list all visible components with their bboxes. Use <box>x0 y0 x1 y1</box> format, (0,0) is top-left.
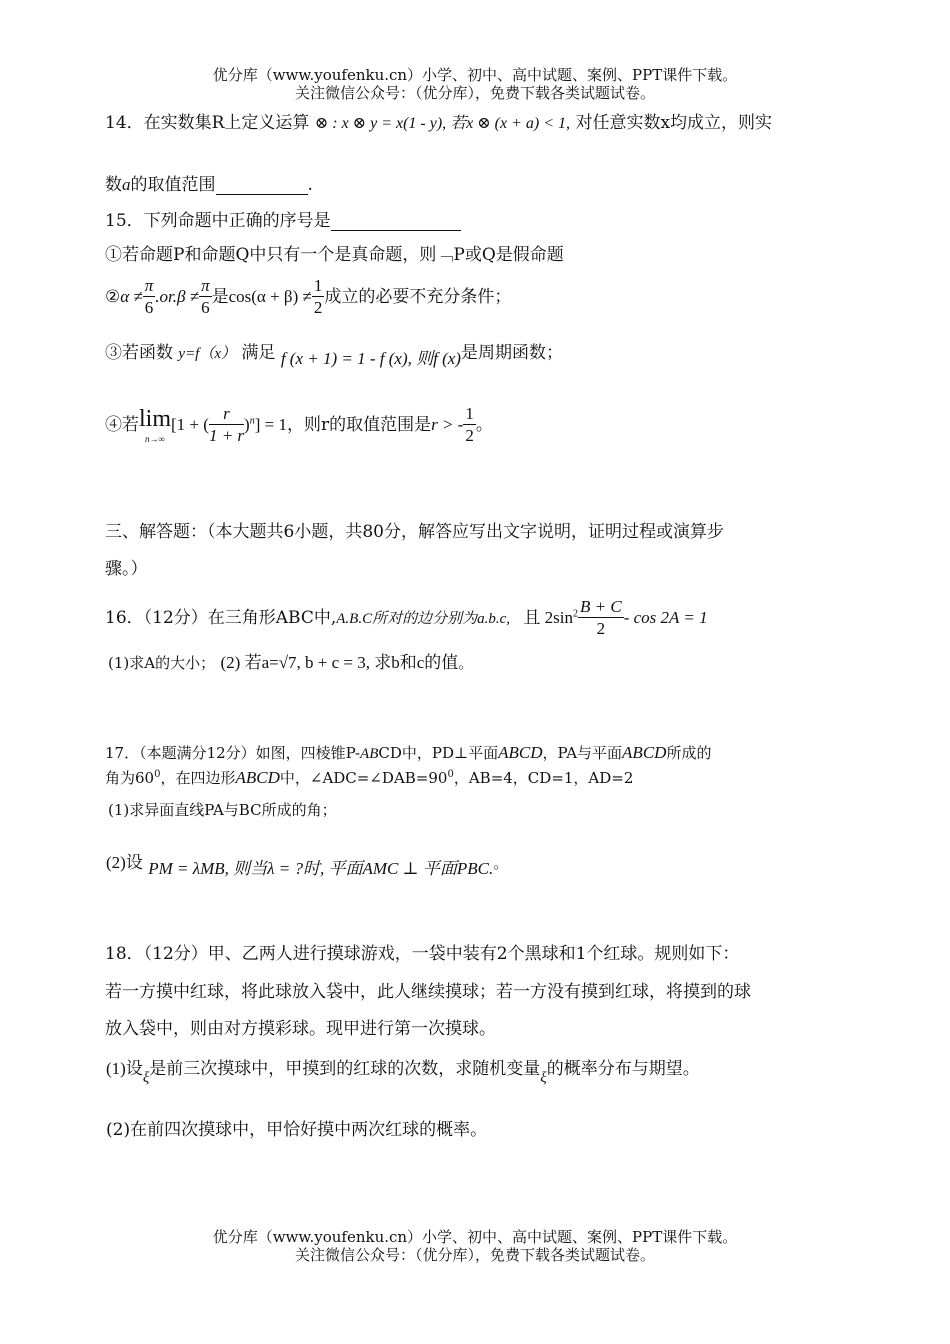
q17-line-2 <box>105 767 633 788</box>
half-fraction <box>463 404 476 447</box>
frac-numerator: 1 <box>313 276 323 295</box>
lim-subscript: n→∞ <box>145 434 165 444</box>
q17-text-6: ，在四边形 <box>160 769 236 787</box>
r-inequality: r > - <box>431 415 464 434</box>
q18-line-2: 若一方摸中红球，将此球放入袋中，此人继续摸球；若一方没有摸到红球，将摸到的球 <box>105 982 751 1002</box>
q17-part-2-formula: PM = λMB, 则当λ = ?时, 平面AMC ⊥ 平面PBC. <box>148 859 494 878</box>
q16-sides: A.B.C所对的边分别为a.b.c, <box>336 611 511 627</box>
exponent-n: n <box>249 415 255 427</box>
pi-over-6-fraction <box>143 276 156 319</box>
q17-part-2-label: (2)设 <box>106 853 143 872</box>
alpha-neq: α ≠ <box>120 287 143 306</box>
limit-symbol <box>139 407 171 444</box>
q17-text-8: ，AB=4，CD=1，AD=2 <box>453 769 634 787</box>
q17-text-1: 17．（本题满分12分）如图，四棱锥P- <box>105 744 361 762</box>
square-exponent: 2 <box>573 608 579 620</box>
q16-part-2-end: 。 <box>458 654 474 672</box>
q18-line-1: 18．（12分）甲、乙两人进行摸球游戏，一袋中装有2个黑球和1个红球。规则如下： <box>105 944 740 964</box>
q15-item-1: ①若命题P和命题Q中只有一个是真命题，则﹁P或Q是假命题 <box>105 245 564 265</box>
q16-part-2: (2) 若a=√7, b + c = 3, 求b和c的值 <box>220 653 459 672</box>
q15-item-4-end: 。 <box>475 415 493 435</box>
q16-part-1: (1)求A的大小； <box>108 654 216 672</box>
q17-part-2-end: 。 <box>493 854 509 872</box>
quad-abcd: ABCD <box>235 768 280 787</box>
q17-part-2 <box>106 848 509 878</box>
q16-parts <box>108 648 473 673</box>
q15-item-3 <box>105 338 563 368</box>
frac-denominator: 2 <box>465 426 474 445</box>
limit-equals: ] = 1 <box>254 415 287 434</box>
q15-item-2 <box>105 276 511 319</box>
q16-title-text: 16．（12分）在三角形ABC中, <box>105 608 337 628</box>
function-notation: y=f（x） <box>178 346 237 362</box>
cos-condition: 是cos(α + β) ≠ <box>211 287 312 306</box>
q15-item-2-num: ② <box>105 287 121 307</box>
frac-numerator: π <box>201 276 210 295</box>
q14-var-a: a <box>122 175 131 194</box>
q14-line-2 <box>105 170 313 195</box>
q15-item-4-text: ④若 <box>105 415 139 435</box>
q17-text-7: 中，∠ADC=∠DAB=90 <box>279 769 448 787</box>
q14-period: . <box>307 175 313 195</box>
degree-mark-2: 0 <box>447 769 454 780</box>
frac-denominator: 1 + r <box>208 426 245 445</box>
plane-abcd: ABCD <box>498 743 543 762</box>
q15-title-text: 15．下列命题中正确的序号是 <box>105 211 331 231</box>
q16-title <box>105 597 708 640</box>
frac-numerator: π <box>144 276 154 295</box>
frac-numerator: r <box>209 404 244 425</box>
frac-denominator: 2 <box>596 619 606 638</box>
q17-ab: AB <box>360 746 379 762</box>
q18-part-1 <box>106 1054 700 1086</box>
pi-over-6-fraction-2 <box>199 276 212 319</box>
section-3-heading: 三、解答题：（本大题共6小题，共80分，解答应写出文字说明，证明过程或演算步 <box>105 522 724 542</box>
one-half-fraction <box>312 276 325 319</box>
q14-text: 数 <box>105 175 122 195</box>
frac-denominator: 6 <box>201 298 210 317</box>
b-plus-c-over-2 <box>578 597 624 640</box>
footer-line-2: 关注微信公众号：（优分库），免费下载各类试题试卷。 <box>294 1246 655 1264</box>
q15-title <box>105 206 461 231</box>
limit-close: ) <box>244 415 250 434</box>
limit-open: [1 + ( <box>171 415 209 434</box>
q15-item-3-end: 是周期函数； <box>460 343 563 363</box>
degree-mark: 0 <box>154 769 161 780</box>
frac-numerator: B + C <box>580 597 622 616</box>
frac-denominator: 2 <box>313 298 323 317</box>
plane-abcd-2: ABCD <box>622 743 667 762</box>
q17-part-1: (1)求异面直线PA与BC所成的角； <box>108 801 337 819</box>
page-header <box>0 66 950 102</box>
page-footer <box>0 1228 950 1264</box>
q14-formula: ⊗ : x ⊗ y = x(1 - y), 若x ⊗ (x + a) < 1, <box>314 115 571 132</box>
section-3-heading-2: 骤。） <box>105 559 148 579</box>
frac-numerator: 1 <box>465 404 474 423</box>
xi-symbol-2: ξ <box>540 1070 547 1086</box>
q18-part-1-label: (1)设 <box>106 1059 143 1078</box>
periodic-condition: f (x + 1) = 1 - f (x), 则f (x) <box>280 349 461 368</box>
frac-denominator: 6 <box>144 298 154 317</box>
lim-text: lim <box>139 406 172 432</box>
q15-item-3-text-2: 满足 <box>241 343 276 363</box>
or-beta-neq: .or.β ≠ <box>155 287 200 306</box>
q17-line-1 <box>105 742 711 763</box>
q18-part-1-text: 是前三次摸球中，甲摸到的红球的次数，求随机变量 <box>149 1059 541 1079</box>
q15-item-4 <box>105 404 493 447</box>
q17-text-5: 角为60 <box>105 769 155 787</box>
r-fraction <box>209 404 244 447</box>
q15-answer-blank <box>331 214 461 231</box>
xi-symbol: ξ <box>142 1070 150 1086</box>
q18-line-3: 放入袋中，则由对方摸彩球。现甲进行第一次摸球。 <box>105 1019 496 1039</box>
q16-condition: 且 2sin <box>523 608 574 627</box>
q14-prefix: 14．在实数集R上定义运算 <box>105 113 310 133</box>
q17-text-3: ，PA与平面 <box>542 744 623 762</box>
q17-text-2: CD中，PD⊥平面 <box>378 744 499 762</box>
header-line-2: 关注微信公众号：（优分库），免费下载各类试题试卷。 <box>294 84 655 102</box>
q14-answer-blank <box>216 178 308 195</box>
q15-item-4-text-2: ，则r的取值范围是 <box>286 415 432 435</box>
q16-condition-2: - cos 2A = 1 <box>623 608 708 627</box>
q15-item-2-end: 成立的必要不充分条件； <box>324 287 512 307</box>
q15-item-3-text: ③若函数 <box>105 343 173 363</box>
q18-part-2: (2)在前四次摸球中，甲恰好摸中两次红球的概率。 <box>106 1120 488 1140</box>
header-line-1: 优分库（www.youfenku.cn）小学、初中、高中试题、案例、PPT课件下载。 <box>212 66 738 84</box>
q14-suffix: 对任意实数x均成立，则实 <box>575 113 773 133</box>
footer-line-1: 优分库（www.youfenku.cn）小学、初中、高中试题、案例、PPT课件下载。 <box>212 1228 738 1246</box>
q18-part-1-end: 的概率分布与期望。 <box>546 1059 700 1079</box>
q17-text-4: 所成的 <box>666 744 712 762</box>
q14-text-2: 的取值范围 <box>130 175 216 195</box>
q14-line-1 <box>105 108 772 133</box>
